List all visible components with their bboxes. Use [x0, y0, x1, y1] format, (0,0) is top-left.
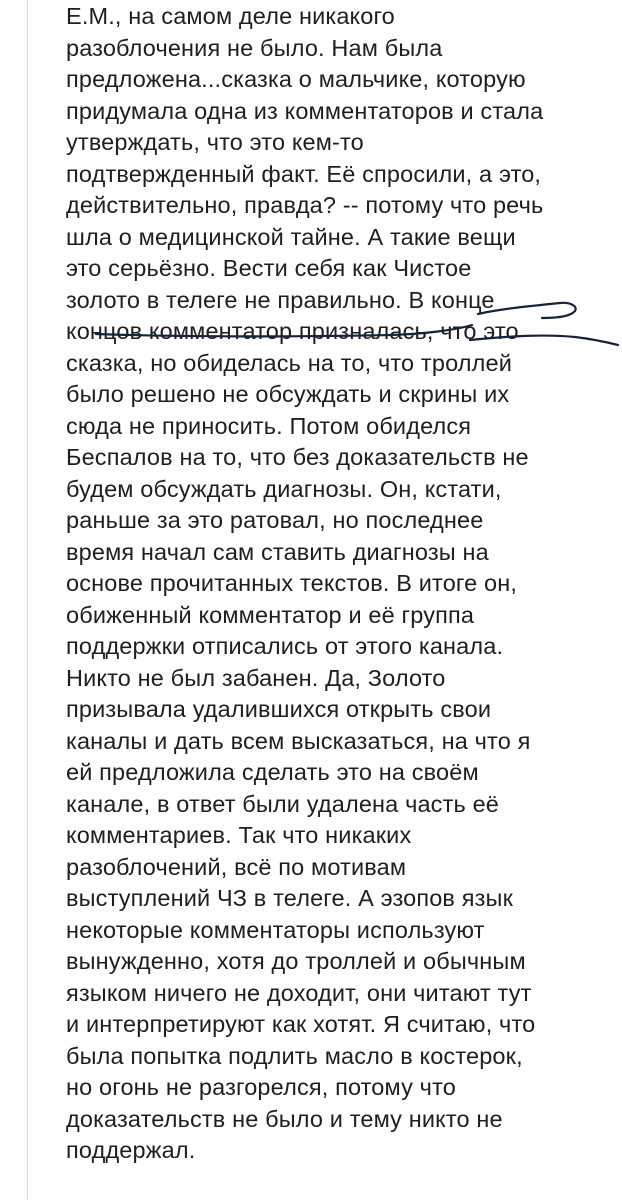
comment-line-4: придумала одна из комментаторов и стала: [66, 97, 544, 124]
thread-divider-line: [27, 0, 28, 1200]
comment-line-18: время начал сам ставить диагнозы на: [66, 538, 489, 565]
comment-line-17: раньше за это ратовал, но последнее: [66, 507, 484, 533]
comment-line-25: ей предложила сделать это на своём: [66, 759, 479, 785]
comment-line-36: доказательств не было и тему никто не: [66, 1105, 503, 1132]
comment-line-37: поддержал.: [66, 1137, 196, 1163]
comment-line-29: выступлений ЧЗ в телеге. А эзопов язык: [66, 885, 514, 911]
comment-text: [66, 1, 606, 1167]
comment-line-1: Е.М., на самом деле никакого: [66, 3, 395, 29]
comment-line-21: поддержки отписались от этого канала.: [66, 633, 504, 659]
comment-line-19: основе прочитанных текстов. В итоге он,: [66, 570, 518, 596]
comment-line-10: золото в телеге не правильно. В конце: [66, 286, 495, 313]
comment-line-9: это серьёзно. Вести себя как Чистое: [66, 255, 472, 281]
comment-line-20: обиженный комментатор и её группа: [66, 601, 475, 628]
comment-line-28: разоблочений, всё по мотивам: [66, 853, 407, 880]
comment-line-22: Никто не был забанен. Да, Золото: [66, 664, 446, 691]
comment-line-14: сюда не приносить. Потом обиделся: [66, 412, 472, 439]
comment-line-11: концов комментатор призналась, что это: [66, 318, 519, 344]
comment-line-8: шла о медицинской тайне. А такие вещи: [66, 223, 516, 250]
comment-line-12: сказка, но обиделась на то, что троллей: [66, 349, 512, 376]
comment-line-34: была попытка подлить масло в костерок,: [66, 1042, 523, 1069]
comment-line-27: комментариев. Так что никаких: [66, 822, 412, 848]
comment-line-33: и интерпретируют как хотят. Я считаю, что: [66, 1011, 536, 1037]
comment-line-30: некоторые комментаторы используют: [66, 916, 485, 943]
comment-line-31: вынужденно, хотя до троллей и обычным: [66, 948, 526, 974]
comment-line-15: Беспалов на то, что без доказательств не: [66, 444, 529, 470]
comment-line-6: подтвержденный факт. Её спросили, а это,: [66, 160, 542, 187]
comment-line-32: языком ничего не доходит, они читают тут: [66, 979, 532, 1006]
comment-line-7: действительно, правда? -- потому что речь: [66, 192, 544, 218]
comment-line-2: разоблочения не было. Нам была: [66, 34, 443, 61]
comment-line-35: но огонь не разгорелся, потому что: [66, 1074, 456, 1100]
comment-line-13: было решено не обсуждать и скрины их: [66, 381, 510, 407]
comment-line-16: будем обсуждать диагнозы. Он, кстати,: [66, 475, 502, 502]
comment-line-24: каналы и дать всем высказаться, на что я: [66, 727, 531, 754]
comment-line-5: утверждать, что это кем-то: [66, 129, 364, 155]
comment-line-23: призывала удалившихся открыть свои: [66, 696, 492, 722]
comment-line-26: канале, в ответ были удалена часть её: [66, 790, 500, 817]
comment-line-3: предложена...сказка о мальчике, которую: [66, 66, 526, 92]
